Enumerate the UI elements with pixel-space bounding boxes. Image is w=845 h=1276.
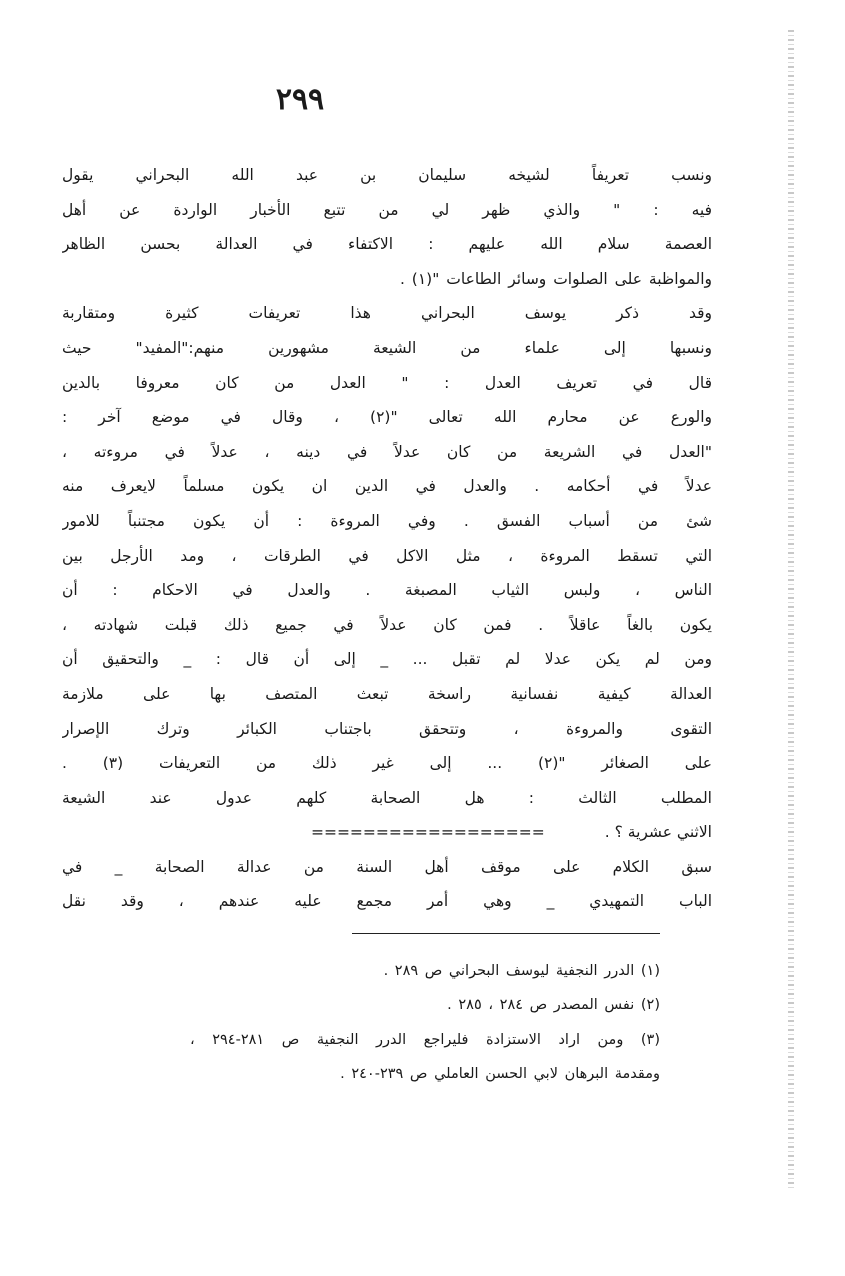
section-heading: المطلب الثالث : هل الصحابة كلهم عدول عند الشيعة: [62, 788, 712, 807]
text-line: عدلاً في أحكامه . والعدل في الدين ان يكون مسلماً لايعرف منه: [62, 477, 712, 496]
text-line: قال في تعريف العدل : " العدل من كان معروفا بالدين: [62, 373, 712, 392]
footnotes: [190, 954, 660, 1092]
text-line: ونسبها إلى علماء من الشيعة مشهورين منهم:"المفيد" حيث: [62, 338, 712, 357]
text-line: التقوى والمروءة ، وتتحقق باجتناب الكبائر وترك الإصرار: [62, 719, 712, 738]
text-line: سبق الكلام على موقف أهل السنة من عدالة الصحابة _ في: [62, 857, 712, 876]
footnote: (١) الدرر النجفية ليوسف البحراني ص ٢٨٩ .: [383, 963, 660, 979]
page-number: ٢٩٩: [275, 82, 325, 117]
text-line: الناس ، ولبس الثياب المصبغة . والعدل في الاحكام : أن: [62, 581, 712, 600]
text-line: والمواظبة على الصلوات وسائر الطاعات "(١) .: [399, 269, 712, 288]
heading-underline: ==================: [310, 823, 545, 842]
footnote-divider: [352, 933, 660, 934]
text-line: ونسب تعريفاً لشيخه سليمان بن عبد الله البحراني يقول: [62, 166, 712, 184]
text-line: يكون بالغاً عاقلاً . فمن كان عدلاً في جميع ذلك قبلت شهادته ،: [62, 615, 712, 634]
footnote: (٣) ومن اراد الاستزادة فليراجع الدرر النجفية ص ٢٨١-٢٩٤ ،: [190, 1031, 660, 1048]
text-line: فيه : " والذي ظهر لي من تتبع الأخبار الواردة عن أهل: [62, 200, 712, 219]
text-line: على الصغائر "(٢) ... إلى غير ذلك من التعريفات (٣) .: [62, 754, 712, 773]
text-line: وقد ذكر يوسف البحراني هذا تعريفات كثيرة ومتقاربة: [62, 304, 712, 323]
text-line: العدالة كيفية نفسانية راسخة تبعث المتصف بها على ملازمة: [62, 684, 712, 703]
scan-edge-artifact: [788, 30, 794, 1190]
section-heading-continued: [62, 815, 712, 850]
text-line: شئ من أسباب الفسق . وفي المروءة : أن يكون مجتنباً للامور: [62, 511, 712, 530]
footnote: (٢) نفس المصدر ص ٢٨٤ ، ٢٨٥ .: [447, 997, 660, 1014]
text-line: التي تسقط المروءة ، مثل الاكل في الطرقات ، ومد الأرجل بين: [62, 546, 712, 565]
body-text: [62, 158, 712, 919]
text-line: "العدل في الشريعة من كان عدلاً في دينه ، عدلاً في مروءته ،: [62, 442, 712, 461]
text-line: الباب التمهيدي _ وهي أمر مجمع عليه عندهم ، وقد نقل: [62, 892, 712, 911]
text-line: والورع عن محارم الله تعالى "(٢) ، وقال في موضع آخر :: [62, 408, 712, 427]
text-line: العصمة سلام الله عليهم : الاكتفاء في العدالة بحسن الظاهر: [62, 235, 712, 254]
text-line: ومن لم يكن عدلا لم تقبل ... _ إلى أن قال : _ والتحقيق أن: [62, 650, 712, 669]
section-heading-line2: الاثني عشرية ؟ .: [604, 823, 712, 842]
footnote: ومقدمة البرهان لابي الحسن العاملي ص ٢٣٩-٢٤٠ .: [340, 1066, 660, 1083]
